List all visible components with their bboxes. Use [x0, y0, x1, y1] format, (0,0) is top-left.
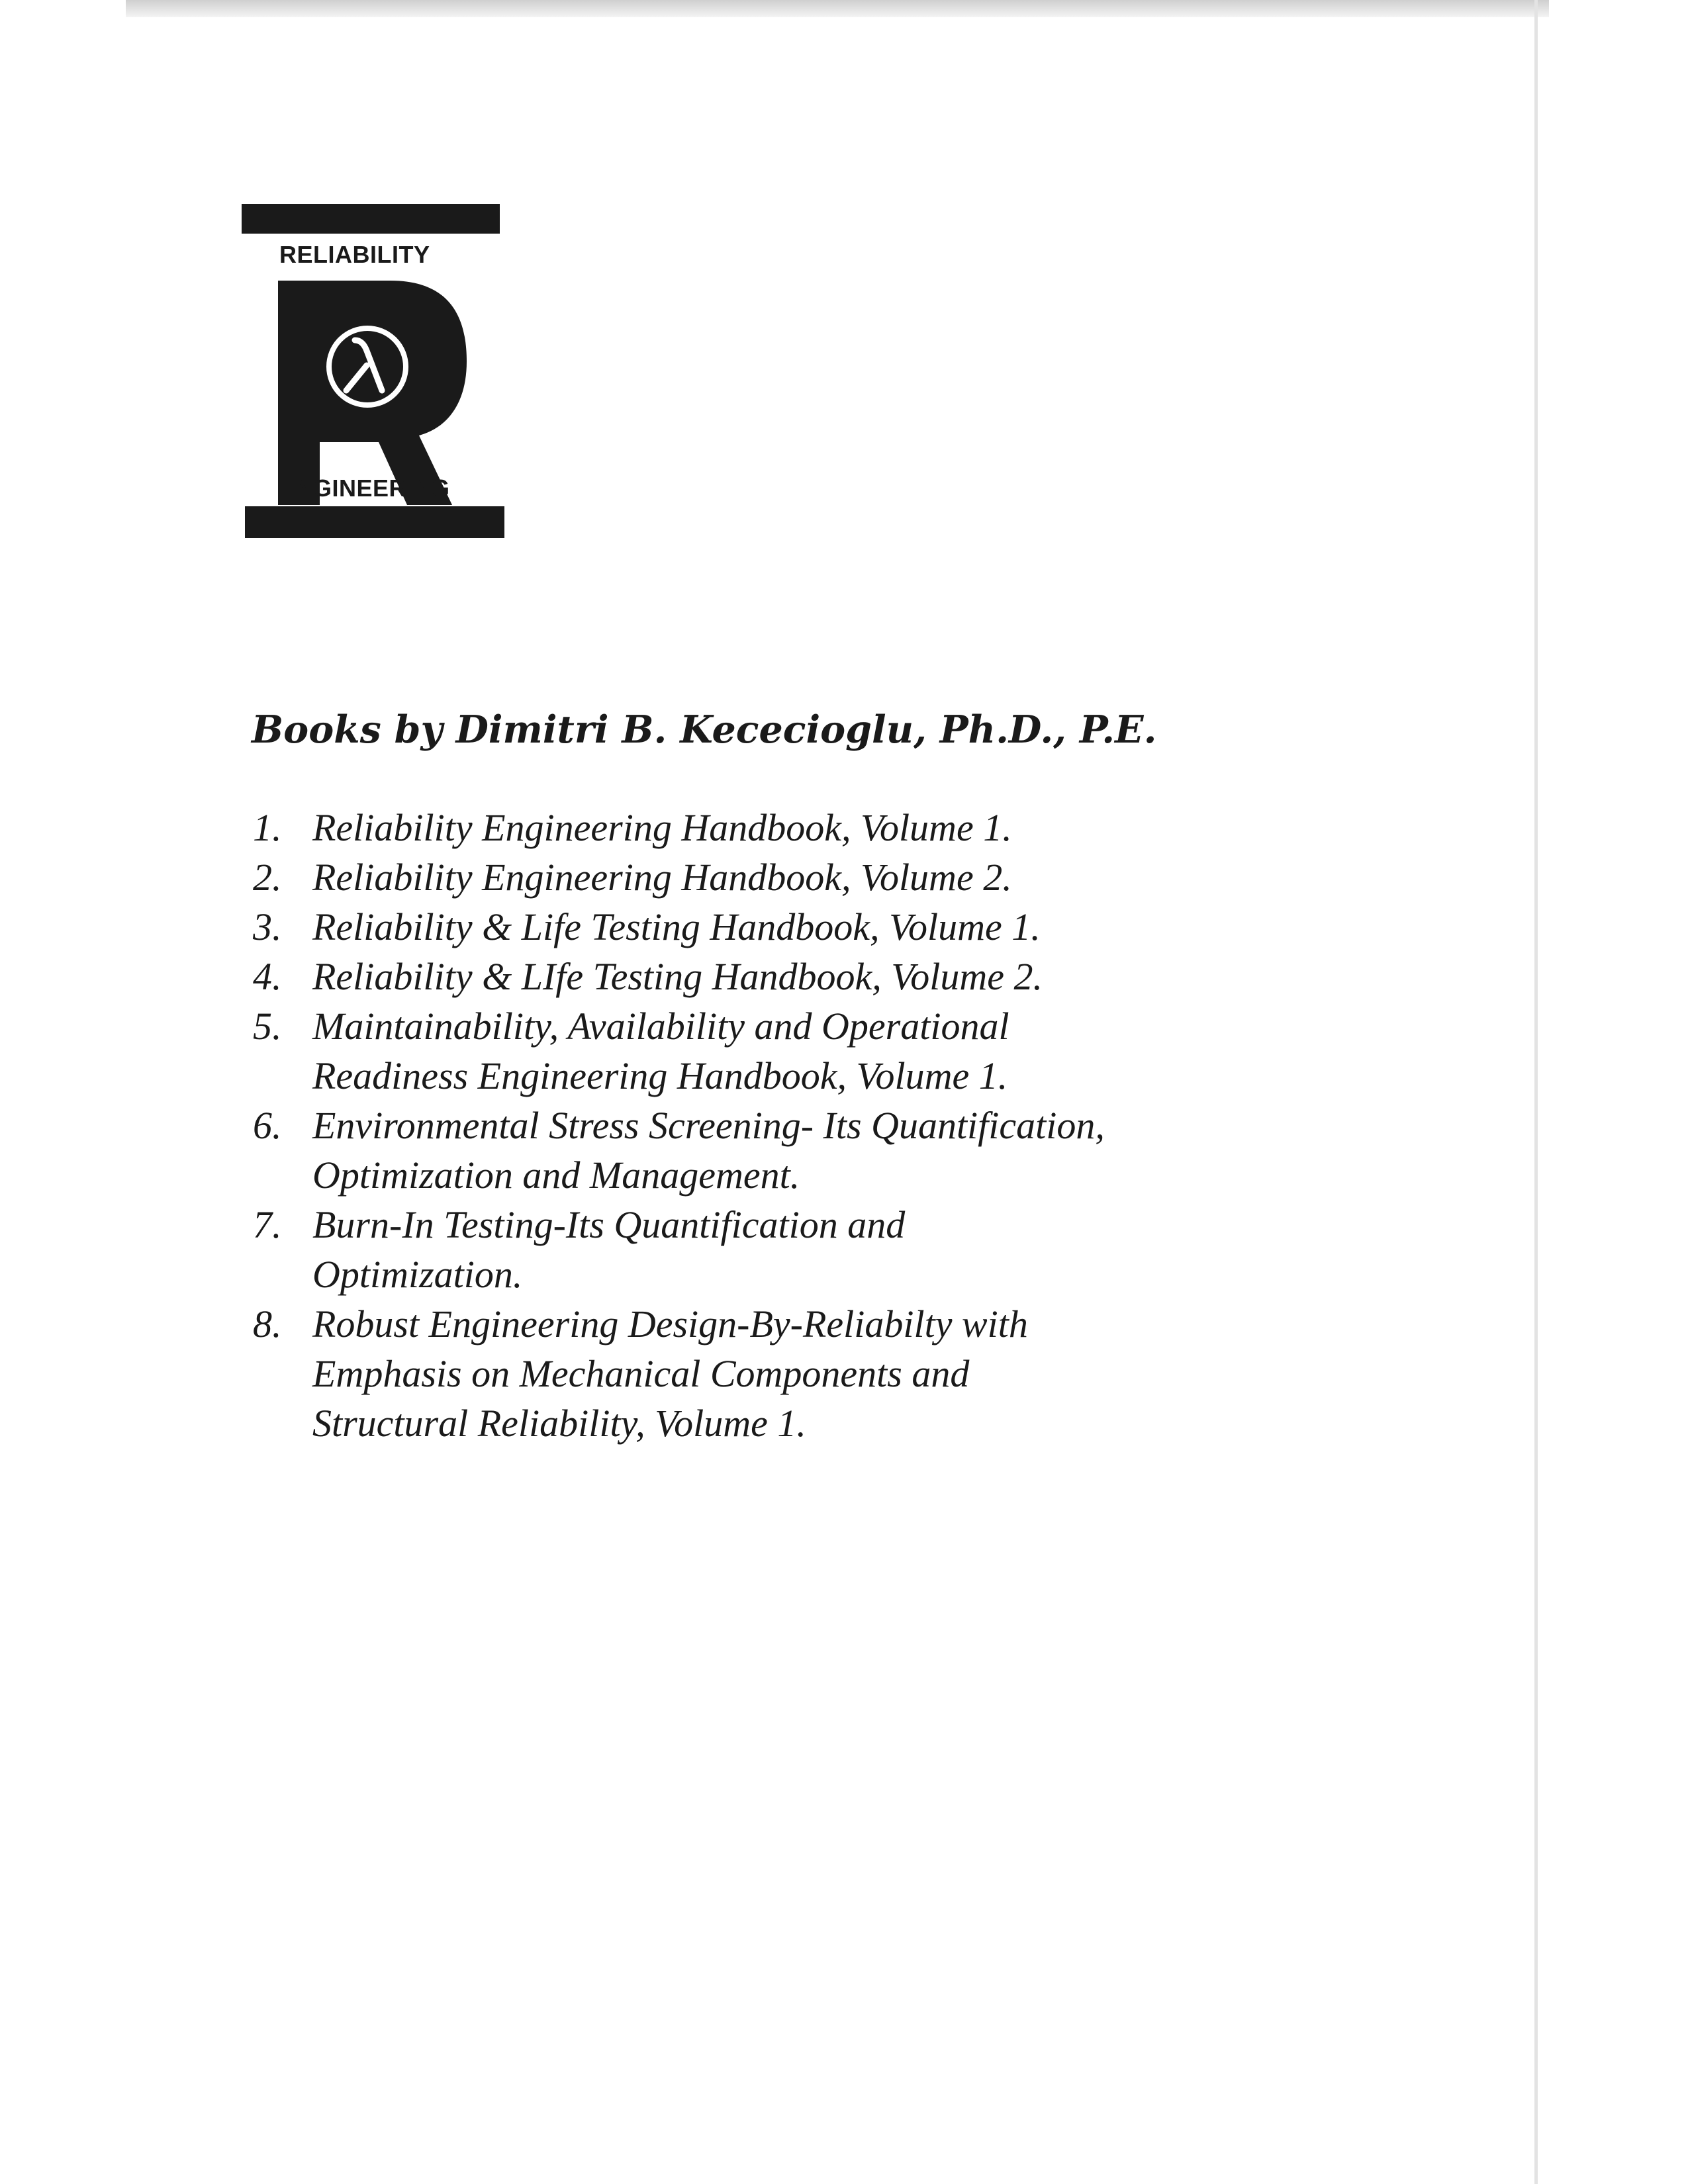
book-item	[252, 1101, 1324, 1200]
book-item	[252, 1200, 1324, 1299]
books-heading: Books by Dimitri B. Kececioglu, Ph.D., P.E.	[252, 707, 1157, 752]
book-title-line: Environmental Stress Screening- Its Quantification,	[312, 1104, 1105, 1147]
book-title-line: Reliability & Life Testing Handbook, Volume 1.	[312, 905, 1041, 948]
logo-r-letter	[278, 281, 467, 505]
book-number: 2.	[253, 856, 282, 899]
book-number: 8.	[253, 1302, 282, 1345]
book-title-line: Structural Reliability, Volume 1.	[312, 1402, 806, 1445]
book-title-line: Robust Engineering Design-By-Reliabilty with	[312, 1302, 1028, 1345]
book-number: 5.	[253, 1005, 282, 1048]
book-title-line: Reliability Engineering Handbook, Volume 1.	[312, 806, 1012, 849]
book-item	[252, 1001, 1324, 1101]
book-title-line: Reliability & LIfe Testing Handbook, Volume 2.	[312, 955, 1043, 998]
book-title-line: Maintainability, Availability and Operational	[312, 1005, 1009, 1048]
book-number: 4.	[253, 955, 282, 998]
book-list	[252, 803, 1324, 1448]
book-title-line: Emphasis on Mechanical Components and	[312, 1352, 970, 1395]
scan-top-edge	[126, 0, 1549, 17]
book-title-line: Burn-In Testing-Its Quantification and	[312, 1203, 906, 1246]
book-number: 6.	[253, 1104, 282, 1147]
logo-top-bar	[242, 204, 500, 234]
book-item	[252, 902, 1324, 952]
book-number: 3.	[253, 905, 282, 948]
book-item	[252, 852, 1324, 902]
reliability-engineering-logo	[242, 204, 513, 538]
scan-right-edge	[1534, 0, 1538, 2184]
book-title-line: Optimization.	[312, 1253, 523, 1296]
book-title-line: Reliability Engineering Handbook, Volume 2.	[312, 856, 1012, 899]
logo-bottom-bar	[245, 506, 504, 538]
book-title-line: Readiness Engineering Handbook, Volume 1.	[312, 1054, 1008, 1097]
logo-word-reliability: RELIABILITY	[279, 241, 430, 268]
book-number: 7.	[253, 1203, 282, 1246]
book-title-line: Optimization and Management.	[312, 1154, 800, 1197]
book-item	[252, 952, 1324, 1001]
logo-word-engineering: ENGINEERING	[279, 475, 450, 502]
book-number: 1.	[253, 806, 282, 849]
book-item	[252, 803, 1324, 852]
book-item	[252, 1299, 1324, 1448]
